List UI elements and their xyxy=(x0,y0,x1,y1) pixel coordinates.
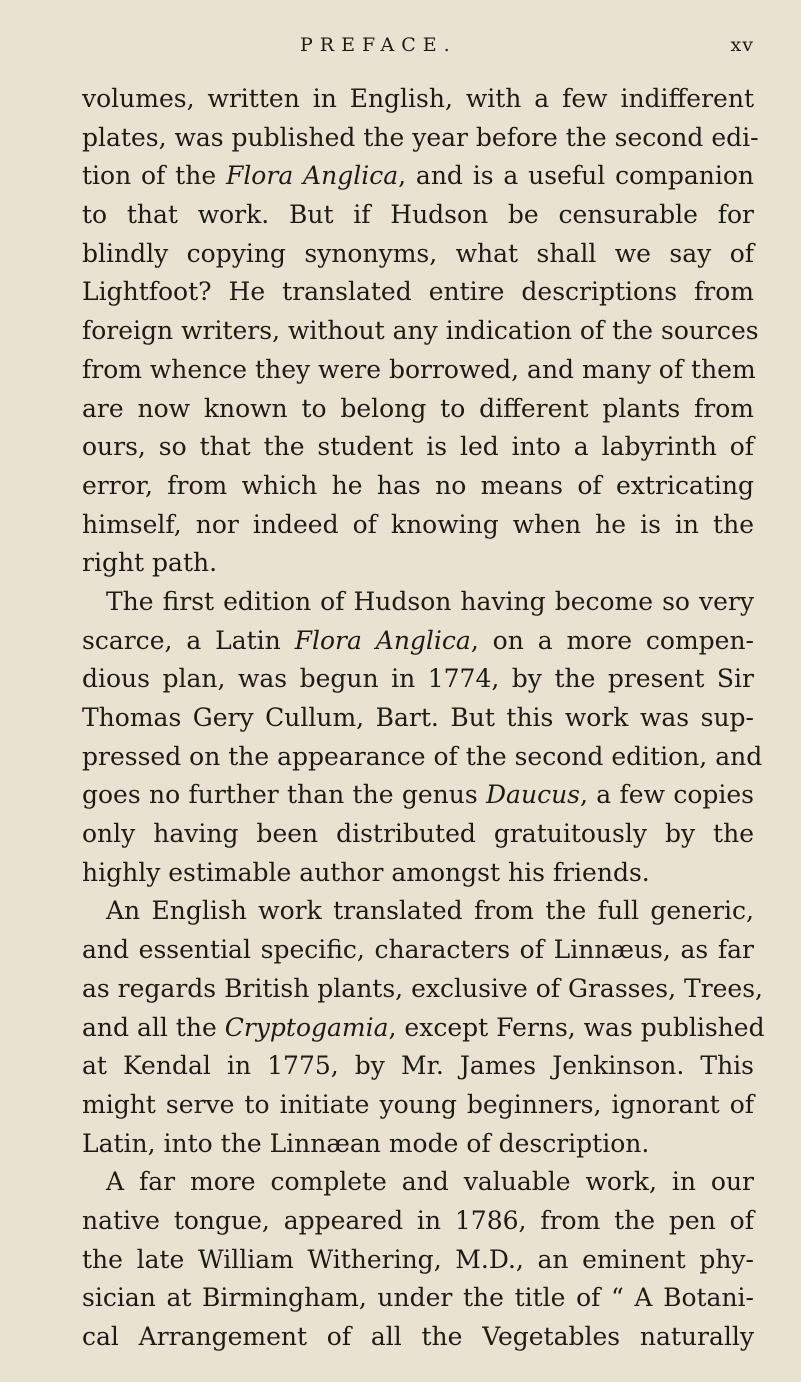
text-line xyxy=(82,1009,765,1048)
line-text: from whence they were borrowed, and many of them xyxy=(82,354,756,384)
line-text: highly estimable author amongst his friends. xyxy=(82,857,650,887)
text-line xyxy=(82,1202,754,1241)
line-text: sician at Birmingham, under the title of “ A Botani- xyxy=(82,1283,754,1313)
line-text: Lightfoot? He translated entire descriptions from xyxy=(82,277,754,307)
running-header xyxy=(82,34,754,60)
line-text: goes no further than the genus xyxy=(82,780,487,810)
text-line xyxy=(82,467,754,506)
line-text: ours, so that the student is led into a labyrinth of xyxy=(82,432,754,462)
text-line xyxy=(82,428,754,467)
line-text: , except Ferns, was published xyxy=(388,1012,765,1042)
text-line xyxy=(82,196,754,235)
line-text: and all the xyxy=(82,1012,225,1042)
line-text: , and is a useful companion xyxy=(398,161,754,191)
text-line xyxy=(82,80,754,119)
text-line xyxy=(82,622,754,661)
text-line xyxy=(82,312,759,351)
line-text: at Kendal in 1775, by Mr. James Jenkinson. This xyxy=(82,1051,754,1081)
text-line xyxy=(82,815,754,854)
text-line xyxy=(82,544,754,583)
italic-title: Daucus xyxy=(486,780,580,810)
italic-title: Flora Anglica xyxy=(294,625,471,655)
text-line xyxy=(82,1125,754,1164)
text-line xyxy=(82,1318,754,1357)
text-line xyxy=(82,1047,754,1086)
text-line xyxy=(82,1086,754,1125)
text-line xyxy=(82,506,754,545)
line-text: dious plan, was begun in 1774, by the present Sir xyxy=(82,664,754,694)
line-text: only having been distributed gratuitously by the xyxy=(82,819,754,849)
line-text: , a few copies xyxy=(580,780,754,810)
text-line xyxy=(82,854,754,893)
text-line xyxy=(82,273,754,312)
line-text: An English work translated from the full generic, xyxy=(106,896,754,926)
italic-title: Cryptogamia xyxy=(224,1012,389,1042)
text-line xyxy=(82,583,754,622)
line-text: scarce, a Latin xyxy=(82,625,295,655)
line-text: volumes, written in English, with a few indifferent xyxy=(82,84,754,113)
line-text: himself, nor indeed of knowing when he is in the xyxy=(82,509,754,539)
line-text: Latin, into the Linnæan mode of description. xyxy=(82,1128,650,1158)
text-line xyxy=(82,1279,754,1318)
text-line xyxy=(82,1241,754,1280)
line-text: The first edition of Hudson having become so very xyxy=(106,586,754,616)
line-text: pressed on the appearance of the second edition, and xyxy=(82,741,763,771)
line-text: tion of the xyxy=(82,161,226,191)
line-text: blindly copying synonyms, what shall we say of xyxy=(82,238,754,268)
line-text: error, from which he has no means of extricating xyxy=(82,470,754,500)
text-line xyxy=(82,738,763,777)
line-text: plates, was published the year before the second edi- xyxy=(82,122,759,152)
line-text: Thomas Gery Cullum, Bart. But this work was sup- xyxy=(82,703,754,732)
line-text: as regards British plants, exclusive of Grasses, Trees, xyxy=(82,973,764,1003)
text-line xyxy=(82,119,759,158)
body-text xyxy=(82,80,765,1357)
text-line xyxy=(82,970,764,1009)
line-text: native tongue, appeared in 1786, from the pen of xyxy=(82,1205,754,1235)
header-title: PREFACE. xyxy=(300,34,457,56)
text-line xyxy=(82,235,754,274)
text-line xyxy=(82,1163,754,1202)
text-line xyxy=(82,390,754,429)
page-number: xv xyxy=(730,34,754,56)
text-line xyxy=(82,660,754,699)
text-line xyxy=(82,776,754,815)
text-line xyxy=(82,351,754,390)
line-text: , on a more compen- xyxy=(470,625,754,655)
text-line xyxy=(82,699,754,738)
line-text: to that work. But if Hudson be censurable for xyxy=(82,200,754,230)
line-text: A far more complete and valuable work, in our xyxy=(106,1167,754,1197)
text-line xyxy=(82,157,754,196)
line-text: might serve to initiate young beginners, ignorant of xyxy=(82,1089,754,1119)
line-text: are now known to belong to different plants from xyxy=(82,393,754,423)
line-text: right path. xyxy=(82,548,218,578)
line-text: foreign writers, without any indication of the sources xyxy=(82,316,759,346)
line-text: and essential specific, characters of Linnæus, as far xyxy=(82,935,754,965)
line-text: cal Arrangement of all the Vegetables naturally xyxy=(82,1322,754,1351)
text-line xyxy=(82,931,754,970)
italic-title: Flora Anglica xyxy=(225,161,399,191)
text-line xyxy=(82,892,754,931)
line-text: the late William Withering, M.D., an eminent phy- xyxy=(82,1244,754,1274)
